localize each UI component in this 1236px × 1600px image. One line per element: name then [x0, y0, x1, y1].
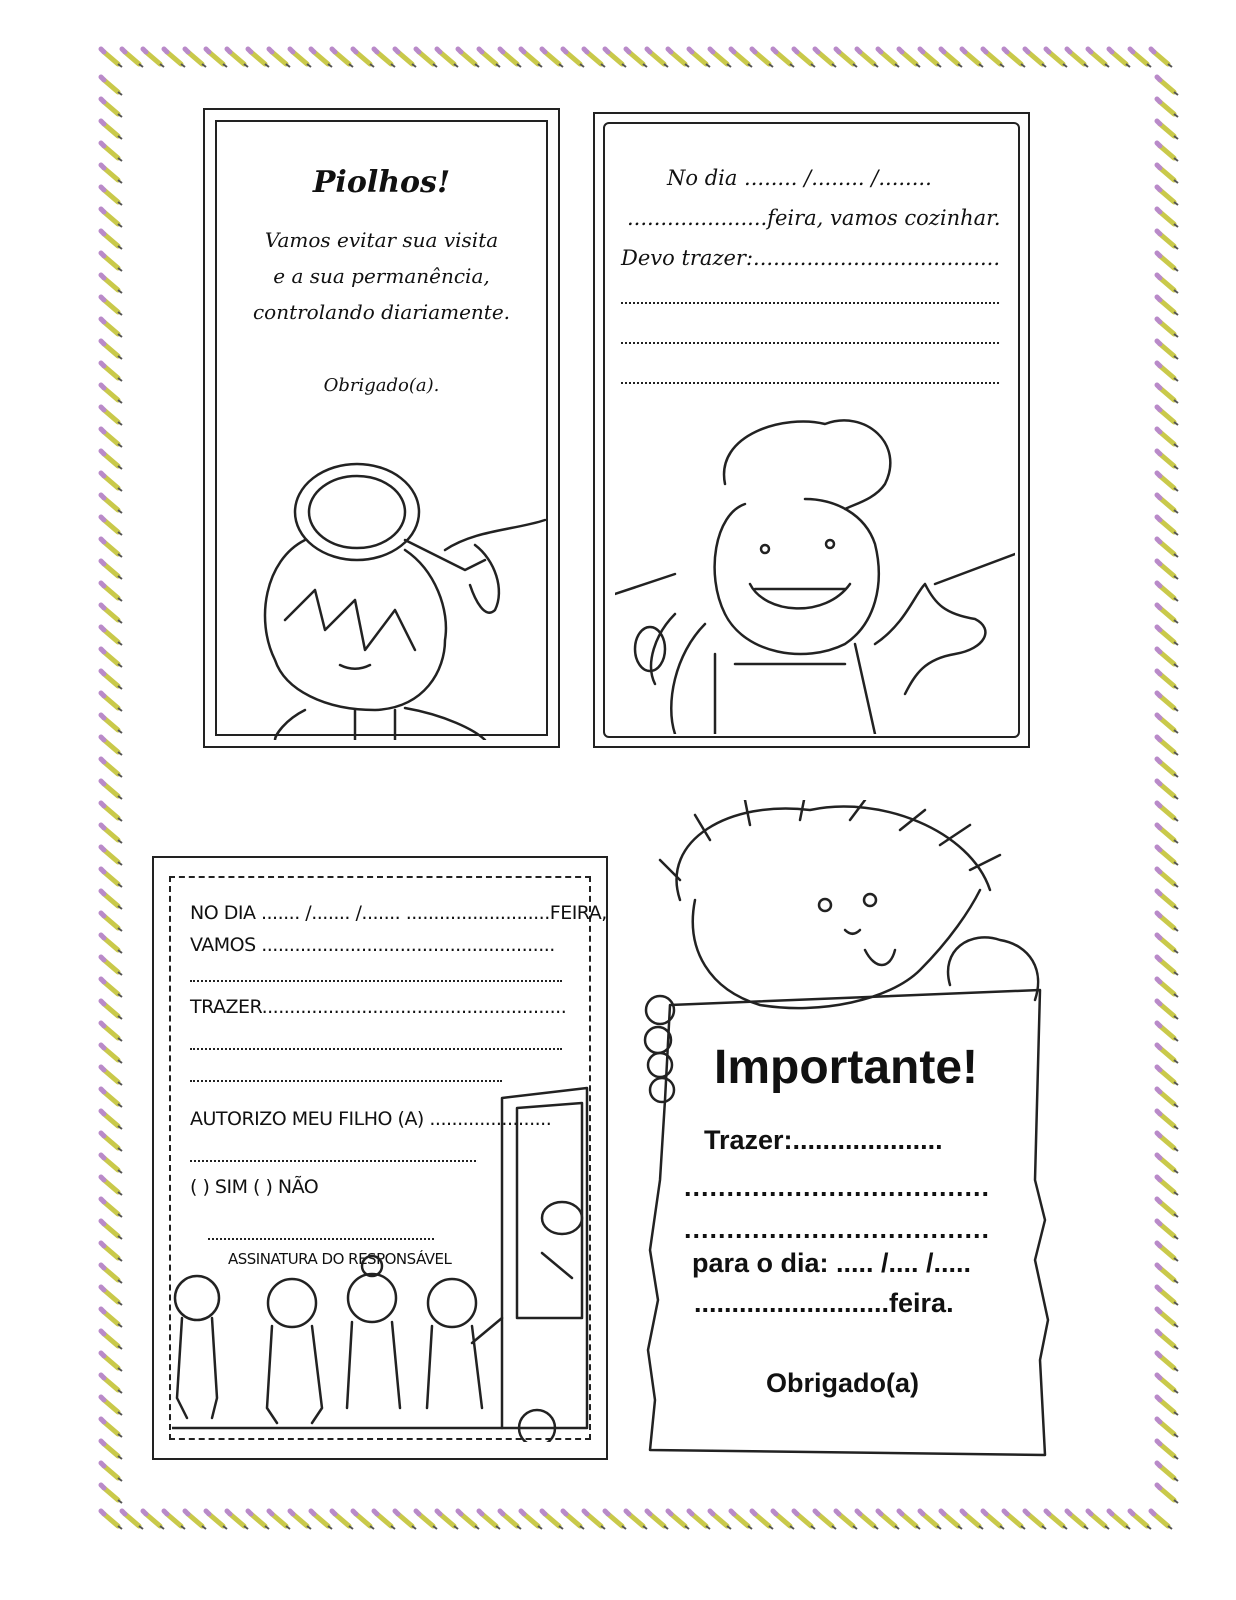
pencil-icon — [416, 49, 437, 67]
importante-thanks: Obrigado(a) — [766, 1368, 919, 1398]
pencil-icon — [1157, 99, 1178, 117]
pencil-icon — [647, 1511, 668, 1529]
pencil-icon — [584, 49, 605, 67]
pencil-icon — [605, 1511, 626, 1529]
pencil-icon — [941, 49, 962, 67]
pencil-icon — [1157, 935, 1178, 953]
cozinhar-bring-label: Devo trazer:..................................... — [621, 246, 1001, 270]
pencil-icon — [269, 49, 290, 67]
pencil-icon — [101, 1001, 122, 1019]
pencil-icon — [479, 49, 500, 67]
pencil-icon — [1046, 1511, 1067, 1529]
cozinhar-blank-line — [621, 342, 999, 344]
pencil-icon — [1157, 319, 1178, 337]
pencil-icon — [689, 1511, 710, 1529]
pencil-icon — [227, 1511, 248, 1529]
pencil-icon — [1157, 495, 1178, 513]
pencil-icon — [101, 1133, 122, 1151]
pencil-icon — [101, 517, 122, 535]
pencil-icon — [1157, 583, 1178, 601]
pencil-icon — [101, 1111, 122, 1129]
pencil-icon — [1157, 1177, 1178, 1195]
pencil-icon — [1157, 1463, 1178, 1481]
pencil-icon — [1157, 451, 1178, 469]
pencil-icon — [1151, 1511, 1172, 1529]
pencil-icon — [101, 825, 122, 843]
pencil-icon — [101, 1309, 122, 1327]
pencil-icon — [101, 385, 122, 403]
pencil-icon — [101, 759, 122, 777]
pencil-icon — [101, 1331, 122, 1349]
pencil-icon — [521, 49, 542, 67]
pencil-icon — [1157, 1221, 1178, 1239]
pencil-icon — [1157, 517, 1178, 535]
pencil-icon — [101, 143, 122, 161]
passeio-blank-line — [190, 980, 562, 982]
child-with-magnifier-illustration — [245, 450, 555, 740]
pencil-icon — [626, 1511, 647, 1529]
pencil-icon — [1157, 1485, 1178, 1503]
importante-trazer-line: Trazer:.................... — [704, 1125, 943, 1155]
pencil-icon — [710, 1511, 731, 1529]
pencil-icon — [101, 583, 122, 601]
pencil-icon — [1157, 253, 1178, 271]
pencil-icon — [1157, 187, 1178, 205]
pencil-icon — [1157, 957, 1178, 975]
pencil-icon — [794, 49, 815, 67]
pencil-icon — [437, 1511, 458, 1529]
passeio-blank-line — [190, 1048, 562, 1050]
pencil-icon — [332, 49, 353, 67]
pencil-icon — [101, 1177, 122, 1195]
pencil-icon — [752, 49, 773, 67]
pencil-icon — [1157, 1397, 1178, 1415]
pencil-icon — [101, 429, 122, 447]
passeio-autorizo-line: AUTORIZO MEU FILHO (A) ...................... — [190, 1108, 552, 1130]
pencil-icon — [1157, 1419, 1178, 1437]
piolhos-title: Piolhos! — [312, 165, 451, 200]
pencil-icon — [962, 1511, 983, 1529]
pencil-icon — [878, 1511, 899, 1529]
pencil-icon — [1157, 1353, 1178, 1371]
pencil-icon — [101, 1419, 122, 1437]
pencil-icon — [647, 49, 668, 67]
cozinhar-blank-line — [621, 382, 999, 384]
pencil-icon — [1157, 539, 1178, 557]
pencil-icon — [269, 1511, 290, 1529]
pencil-icon — [731, 1511, 752, 1529]
pencil-icon — [920, 1511, 941, 1529]
pencil-icon — [1157, 1133, 1178, 1151]
pencil-icon — [1025, 1511, 1046, 1529]
pencil-icon — [920, 49, 941, 67]
pencil-icon — [752, 1511, 773, 1529]
pencil-icon — [101, 627, 122, 645]
pencil-icon — [500, 49, 521, 67]
pencil-icon — [101, 869, 122, 887]
pencil-icon — [1157, 737, 1178, 755]
pencil-icon — [101, 561, 122, 579]
pencil-icon — [1109, 49, 1130, 67]
pencil-icon — [101, 407, 122, 425]
pencil-icon — [374, 49, 395, 67]
pencil-icon — [1157, 1155, 1178, 1173]
pencil-icon — [206, 1511, 227, 1529]
pencil-icon — [857, 49, 878, 67]
pencil-icon — [101, 957, 122, 975]
pencil-icon — [416, 1511, 437, 1529]
pencil-icon — [983, 49, 1004, 67]
pencil-icon — [353, 1511, 374, 1529]
pencil-icon — [1157, 1199, 1178, 1217]
pencil-icon — [962, 49, 983, 67]
pencil-icon — [122, 49, 143, 67]
pencil-icon — [500, 1511, 521, 1529]
pencil-icon — [101, 693, 122, 711]
pencil-icon — [1157, 627, 1178, 645]
pencil-icon — [1157, 759, 1178, 777]
pencil-icon — [395, 1511, 416, 1529]
importante-title: Importante! — [714, 1041, 978, 1094]
pencil-icon — [563, 49, 584, 67]
pencil-icon — [1130, 49, 1151, 67]
pencil-icon — [101, 209, 122, 227]
pencil-icon — [1130, 1511, 1151, 1529]
pencil-icon — [1025, 49, 1046, 67]
pencil-icon — [101, 1155, 122, 1173]
signature-label: ASSINATURA DO RESPONSÁVEL — [228, 1250, 452, 1268]
pencil-icon — [1157, 1331, 1178, 1349]
pencil-icon — [101, 979, 122, 997]
pencil-icon — [101, 1485, 122, 1503]
pencil-icon — [1157, 1287, 1178, 1305]
pencil-icon — [101, 1397, 122, 1415]
pencil-icon — [1157, 341, 1178, 359]
pencil-icon — [101, 715, 122, 733]
pencil-icon — [101, 495, 122, 513]
pencil-icon — [101, 1375, 122, 1393]
pencil-icon — [773, 49, 794, 67]
pencil-icon — [101, 737, 122, 755]
pencil-icon — [101, 297, 122, 315]
pencil-icon — [563, 1511, 584, 1529]
pencil-icon — [101, 1067, 122, 1085]
pencil-icon — [395, 49, 416, 67]
pencil-icon — [941, 1511, 962, 1529]
pencil-icon — [101, 1511, 122, 1529]
pencil-icon — [1157, 869, 1178, 887]
pencil-icon — [794, 1511, 815, 1529]
pencil-icon — [689, 49, 710, 67]
passeio-trazer-line: TRAZER....................................................... — [190, 996, 567, 1018]
pencil-icon — [1157, 561, 1178, 579]
pencil-icon — [1157, 913, 1178, 931]
pencil-icon — [437, 49, 458, 67]
pencil-icon — [101, 231, 122, 249]
pencil-icon — [1157, 605, 1178, 623]
pencil-icon — [815, 49, 836, 67]
pencil-icon — [584, 1511, 605, 1529]
pencil-icon — [101, 1353, 122, 1371]
pencil-icon — [1067, 1511, 1088, 1529]
pencil-icon — [1157, 803, 1178, 821]
pencil-icon — [668, 49, 689, 67]
pencil-icon — [1157, 297, 1178, 315]
pencil-icon — [227, 49, 248, 67]
cozinhar-date-line: No dia ........ /........ /........ — [667, 166, 932, 190]
pencil-icon — [101, 165, 122, 183]
importante-blank-line-2: .................................... — [684, 1214, 991, 1244]
pencil-icon — [1157, 1023, 1178, 1041]
pencil-icon — [101, 539, 122, 557]
pencil-icon — [1157, 407, 1178, 425]
pencil-icon — [1157, 1045, 1178, 1063]
pencil-icon — [101, 1089, 122, 1107]
pencil-icon — [101, 803, 122, 821]
pencil-icon — [101, 1265, 122, 1283]
pencil-icon — [101, 781, 122, 799]
pencil-icon — [1157, 385, 1178, 403]
pencil-icon — [542, 1511, 563, 1529]
pencil-icon — [1088, 49, 1109, 67]
pencil-icon — [1157, 715, 1178, 733]
pencil-icon — [1151, 49, 1172, 67]
passeio-vamos-line: VAMOS ..................................................... — [190, 934, 555, 956]
pencil-icon — [101, 1045, 122, 1063]
pencil-icon — [1157, 363, 1178, 381]
pencil-icon — [773, 1511, 794, 1529]
cozinhar-blank-line — [621, 302, 999, 304]
cozinhar-feira-line: .....................feira, vamos cozinhar. — [627, 206, 1001, 230]
pencil-icon — [101, 1199, 122, 1217]
pencil-icon — [1157, 1309, 1178, 1327]
pencil-icon — [101, 1441, 122, 1459]
pencil-icon — [1157, 429, 1178, 447]
pencil-icon — [1046, 49, 1067, 67]
pencil-icon — [164, 1511, 185, 1529]
pencil-icon — [983, 1511, 1004, 1529]
pencil-icon — [1157, 693, 1178, 711]
pencil-icon — [1157, 979, 1178, 997]
pencil-icon — [101, 605, 122, 623]
pencil-icon — [668, 1511, 689, 1529]
pencil-icon — [1109, 1511, 1130, 1529]
pencil-icon — [206, 49, 227, 67]
pencil-icon — [626, 49, 647, 67]
pencil-icon — [1157, 1001, 1178, 1019]
pencil-icon — [458, 49, 479, 67]
pencil-icon — [878, 49, 899, 67]
pencil-icon — [101, 913, 122, 931]
pencil-icon — [101, 275, 122, 293]
pencil-icon — [710, 49, 731, 67]
pencil-icon — [1157, 209, 1178, 227]
pencil-icon — [1067, 49, 1088, 67]
pencil-icon — [143, 1511, 164, 1529]
pencil-icon — [815, 1511, 836, 1529]
pencil-icon — [1157, 473, 1178, 491]
piolhos-card — [203, 108, 560, 748]
pencil-icon — [899, 1511, 920, 1529]
importante-para-o-dia: para o dia: ..... /.... /..... — [692, 1248, 972, 1278]
pencil-icon — [458, 1511, 479, 1529]
pencil-icon — [1088, 1511, 1109, 1529]
pencil-icon — [1157, 1375, 1178, 1393]
pencil-icon — [374, 1511, 395, 1529]
pencil-icon — [1157, 891, 1178, 909]
pencil-icon — [101, 1463, 122, 1481]
pencil-icon — [521, 1511, 542, 1529]
pencil-icon — [857, 1511, 878, 1529]
passeio-options: ( ) SIM ( ) NÃO — [190, 1176, 319, 1198]
pencil-icon — [311, 1511, 332, 1529]
pencil-icon — [185, 1511, 206, 1529]
piolhos-line-1: Vamos evitar sua visita — [264, 228, 499, 252]
passeio-card — [152, 856, 608, 1460]
pencil-icon — [290, 49, 311, 67]
piolhos-line-3: controlando diariamente. — [252, 300, 511, 324]
cozinhar-card — [593, 112, 1030, 748]
pencil-icon — [101, 319, 122, 337]
importante-feira-line: ..........................feira. — [694, 1288, 954, 1318]
pencil-icon — [1157, 1441, 1178, 1459]
pencil-icon — [899, 49, 920, 67]
pencil-icon — [164, 49, 185, 67]
pencil-icon — [101, 49, 122, 67]
pencil-icon — [1157, 847, 1178, 865]
pencil-icon — [1157, 781, 1178, 799]
pencil-icon — [101, 649, 122, 667]
pencil-icon — [1157, 231, 1178, 249]
pencil-icon — [836, 1511, 857, 1529]
pencil-icon — [1157, 1243, 1178, 1261]
pencil-icon — [185, 49, 206, 67]
pencil-icon — [143, 49, 164, 67]
pencil-icon — [1157, 649, 1178, 667]
pencil-icon — [101, 341, 122, 359]
pencil-icon — [101, 473, 122, 491]
pencil-icon — [836, 49, 857, 67]
pencil-icon — [101, 77, 122, 95]
pencil-icon — [1157, 143, 1178, 161]
pencil-icon — [332, 1511, 353, 1529]
importante-blank-line-1: .................................... — [684, 1172, 991, 1202]
pencil-icon — [290, 1511, 311, 1529]
passeio-date-line: NO DIA ....... /....... /....... ..........................FEIRA, — [190, 902, 607, 924]
pencil-icon — [101, 187, 122, 205]
pencil-icon — [353, 49, 374, 67]
pencil-icon — [542, 49, 563, 67]
chef-child-illustration — [615, 414, 1015, 734]
piolhos-thanks: Obrigado(a). — [323, 375, 440, 396]
pencil-icon — [1157, 275, 1178, 293]
pencil-icon — [248, 49, 269, 67]
pencil-icon — [248, 1511, 269, 1529]
pencil-icon — [1157, 671, 1178, 689]
pencil-icon — [101, 847, 122, 865]
pencil-icon — [1157, 77, 1178, 95]
pencil-icon — [122, 1511, 143, 1529]
pencil-icon — [1157, 1089, 1178, 1107]
pencil-icon — [101, 253, 122, 271]
pencil-icon — [1157, 165, 1178, 183]
pencil-icon — [101, 363, 122, 381]
pencil-icon — [605, 49, 626, 67]
importante-card — [640, 980, 1052, 1460]
pencil-icon — [101, 451, 122, 469]
children-and-bus-illustration — [172, 1078, 592, 1442]
pencil-icon — [101, 99, 122, 117]
pencil-icon — [731, 49, 752, 67]
pencil-icon — [1004, 49, 1025, 67]
pencil-icon — [311, 49, 332, 67]
pencil-icon — [1157, 121, 1178, 139]
pencil-icon — [479, 1511, 500, 1529]
pencil-icon — [101, 1221, 122, 1239]
pencil-icon — [101, 1023, 122, 1041]
pencil-icon — [101, 891, 122, 909]
pencil-icon — [101, 121, 122, 139]
pencil-icon — [1004, 1511, 1025, 1529]
pencil-icon — [1157, 1067, 1178, 1085]
pencil-icon — [1157, 825, 1178, 843]
pencil-icon — [101, 1287, 122, 1305]
pencil-icon — [101, 671, 122, 689]
pencil-icon — [101, 935, 122, 953]
piolhos-line-2: e a sua permanência, — [273, 264, 490, 288]
pencil-icon — [1157, 1265, 1178, 1283]
pencil-icon — [101, 1243, 122, 1261]
pencil-icon — [1157, 1111, 1178, 1129]
